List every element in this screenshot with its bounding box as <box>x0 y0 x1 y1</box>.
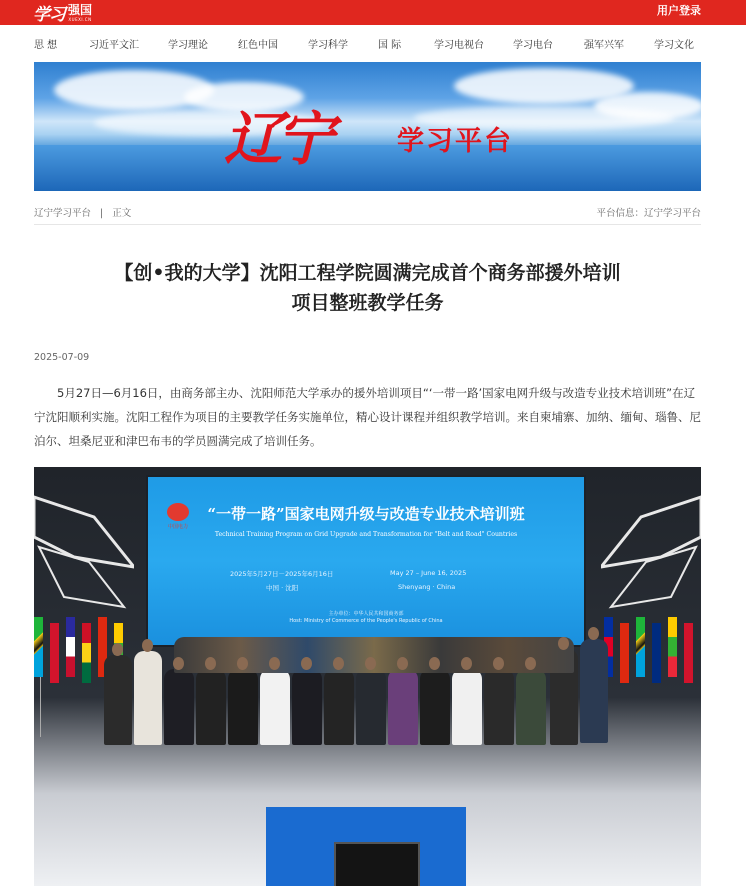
head <box>525 657 536 670</box>
flag <box>34 617 43 677</box>
head <box>237 657 248 670</box>
head <box>365 657 376 670</box>
head <box>429 657 440 670</box>
screen-title-en: Technical Training Program on Grid Upgrade and Transformation for "Belt and Road" Countries <box>214 531 518 538</box>
head <box>173 657 184 670</box>
screen-place-cn: 中国 · 沈阳 <box>266 584 299 592</box>
nav-item-red-china[interactable]: 红色中国 <box>238 40 278 51</box>
article-date: 2025-07-09 <box>34 352 90 363</box>
breadcrumb-current: 正文 <box>112 208 132 219</box>
stage-decoration-left <box>34 477 134 637</box>
flag <box>82 623 91 683</box>
article-title-line2: 项目整班教学任务 <box>291 292 444 314</box>
breadcrumb-separator: | <box>100 208 104 219</box>
head <box>397 657 408 670</box>
stage-decoration-right <box>601 477 701 637</box>
banner-calligraphy: 辽宁 <box>224 105 329 173</box>
breadcrumb <box>34 205 137 219</box>
person <box>196 669 226 745</box>
screen-date-cn: 2025年5月27日－2025年6月16日 <box>230 570 334 578</box>
nav-item-culture[interactable]: 学习文化 <box>654 40 694 51</box>
nav-item-military[interactable]: 强军兴军 <box>584 40 624 51</box>
breadcrumb-home[interactable]: 辽宁学习平台 <box>34 208 92 219</box>
head <box>461 657 472 670</box>
head <box>333 657 344 670</box>
flag <box>50 623 59 683</box>
person <box>104 655 132 745</box>
person <box>452 669 482 745</box>
nav-item-radio[interactable]: 学习电台 <box>513 40 553 51</box>
nav-item-theory[interactable]: 学习理论 <box>168 40 208 51</box>
screen-place-en: Shenyang · China <box>398 583 456 591</box>
article-photo <box>34 467 701 886</box>
screen-date-en: May 27 – June 16, 2025 <box>390 569 467 577</box>
head <box>205 657 216 670</box>
floor-panel <box>334 842 420 886</box>
person <box>388 669 418 745</box>
sea <box>34 145 701 191</box>
screen-title-cn: “一带一路”国家电网升级与改造专业技术培训班 <box>207 505 525 523</box>
screen-org <box>148 611 584 625</box>
head <box>269 657 280 670</box>
person <box>134 651 162 745</box>
banner <box>34 62 701 191</box>
site-logo[interactable] <box>33 0 92 25</box>
head <box>558 637 569 650</box>
person <box>484 669 514 745</box>
person <box>228 669 258 745</box>
person <box>292 669 322 745</box>
flag <box>684 623 693 683</box>
main-nav <box>0 36 746 54</box>
person <box>164 669 194 745</box>
screen-logo-caption: 中国电力 <box>167 523 188 530</box>
logo-box <box>68 4 92 22</box>
top-bar <box>0 0 746 25</box>
flag <box>652 623 661 683</box>
led-screen <box>146 475 586 647</box>
nav-item-science[interactable]: 学习科学 <box>308 40 348 51</box>
divider <box>34 224 701 225</box>
head <box>112 643 123 656</box>
person <box>324 669 354 745</box>
article-title <box>34 258 701 318</box>
screen-org-line1: 主办单位：中华人民共和国商务部 <box>328 611 404 617</box>
banner-title: 学习平台 <box>397 126 513 157</box>
platform-info: 平台信息：辽宁学习平台 <box>596 208 701 219</box>
logo-script: 学习 <box>33 5 65 25</box>
nav-item-xi-collection[interactable]: 习近平文汇 <box>89 40 139 51</box>
nav-item-tv[interactable]: 学习电视台 <box>434 40 484 51</box>
article-title-line1: 【创•我的大学】沈阳工程学院圆满完成首个商务部援外培训 <box>114 262 621 284</box>
person <box>420 669 450 745</box>
person <box>516 669 546 745</box>
article-paragraph: 5月27日—6月16日，由商务部主办、沈阳师范大学承办的援外培训项目“‘一带一路’国家电网升级与改造专业技术培训班”在辽宁沈阳顺利实施。沈阳工程作为项目的主要教学任务实施单位，精心设计课程并组织教学培训。来自柬埔寨、加纳、缅甸、瑙鲁、尼泊尔、坦桑尼亚和津巴布韦的学员圆满完成了培训任务。 <box>34 386 701 448</box>
group-of-people <box>104 625 644 745</box>
user-login-link[interactable]: 用户登录 <box>657 4 701 17</box>
flag <box>66 617 75 677</box>
person <box>356 669 386 745</box>
logo-sub: XUEXI.CN <box>68 16 92 22</box>
head <box>493 657 504 670</box>
logo-main: 强国 <box>68 2 93 17</box>
person <box>580 639 608 743</box>
flag <box>668 617 677 677</box>
head <box>588 627 599 640</box>
head <box>301 657 312 670</box>
nav-item-thought[interactable]: 思 想 <box>34 40 58 51</box>
person <box>260 669 290 745</box>
screen-org-line2: Host: Ministry of Commerce of the People's Republic of China <box>289 618 443 624</box>
head <box>142 639 153 652</box>
nav-item-international[interactable]: 国 际 <box>378 40 402 51</box>
